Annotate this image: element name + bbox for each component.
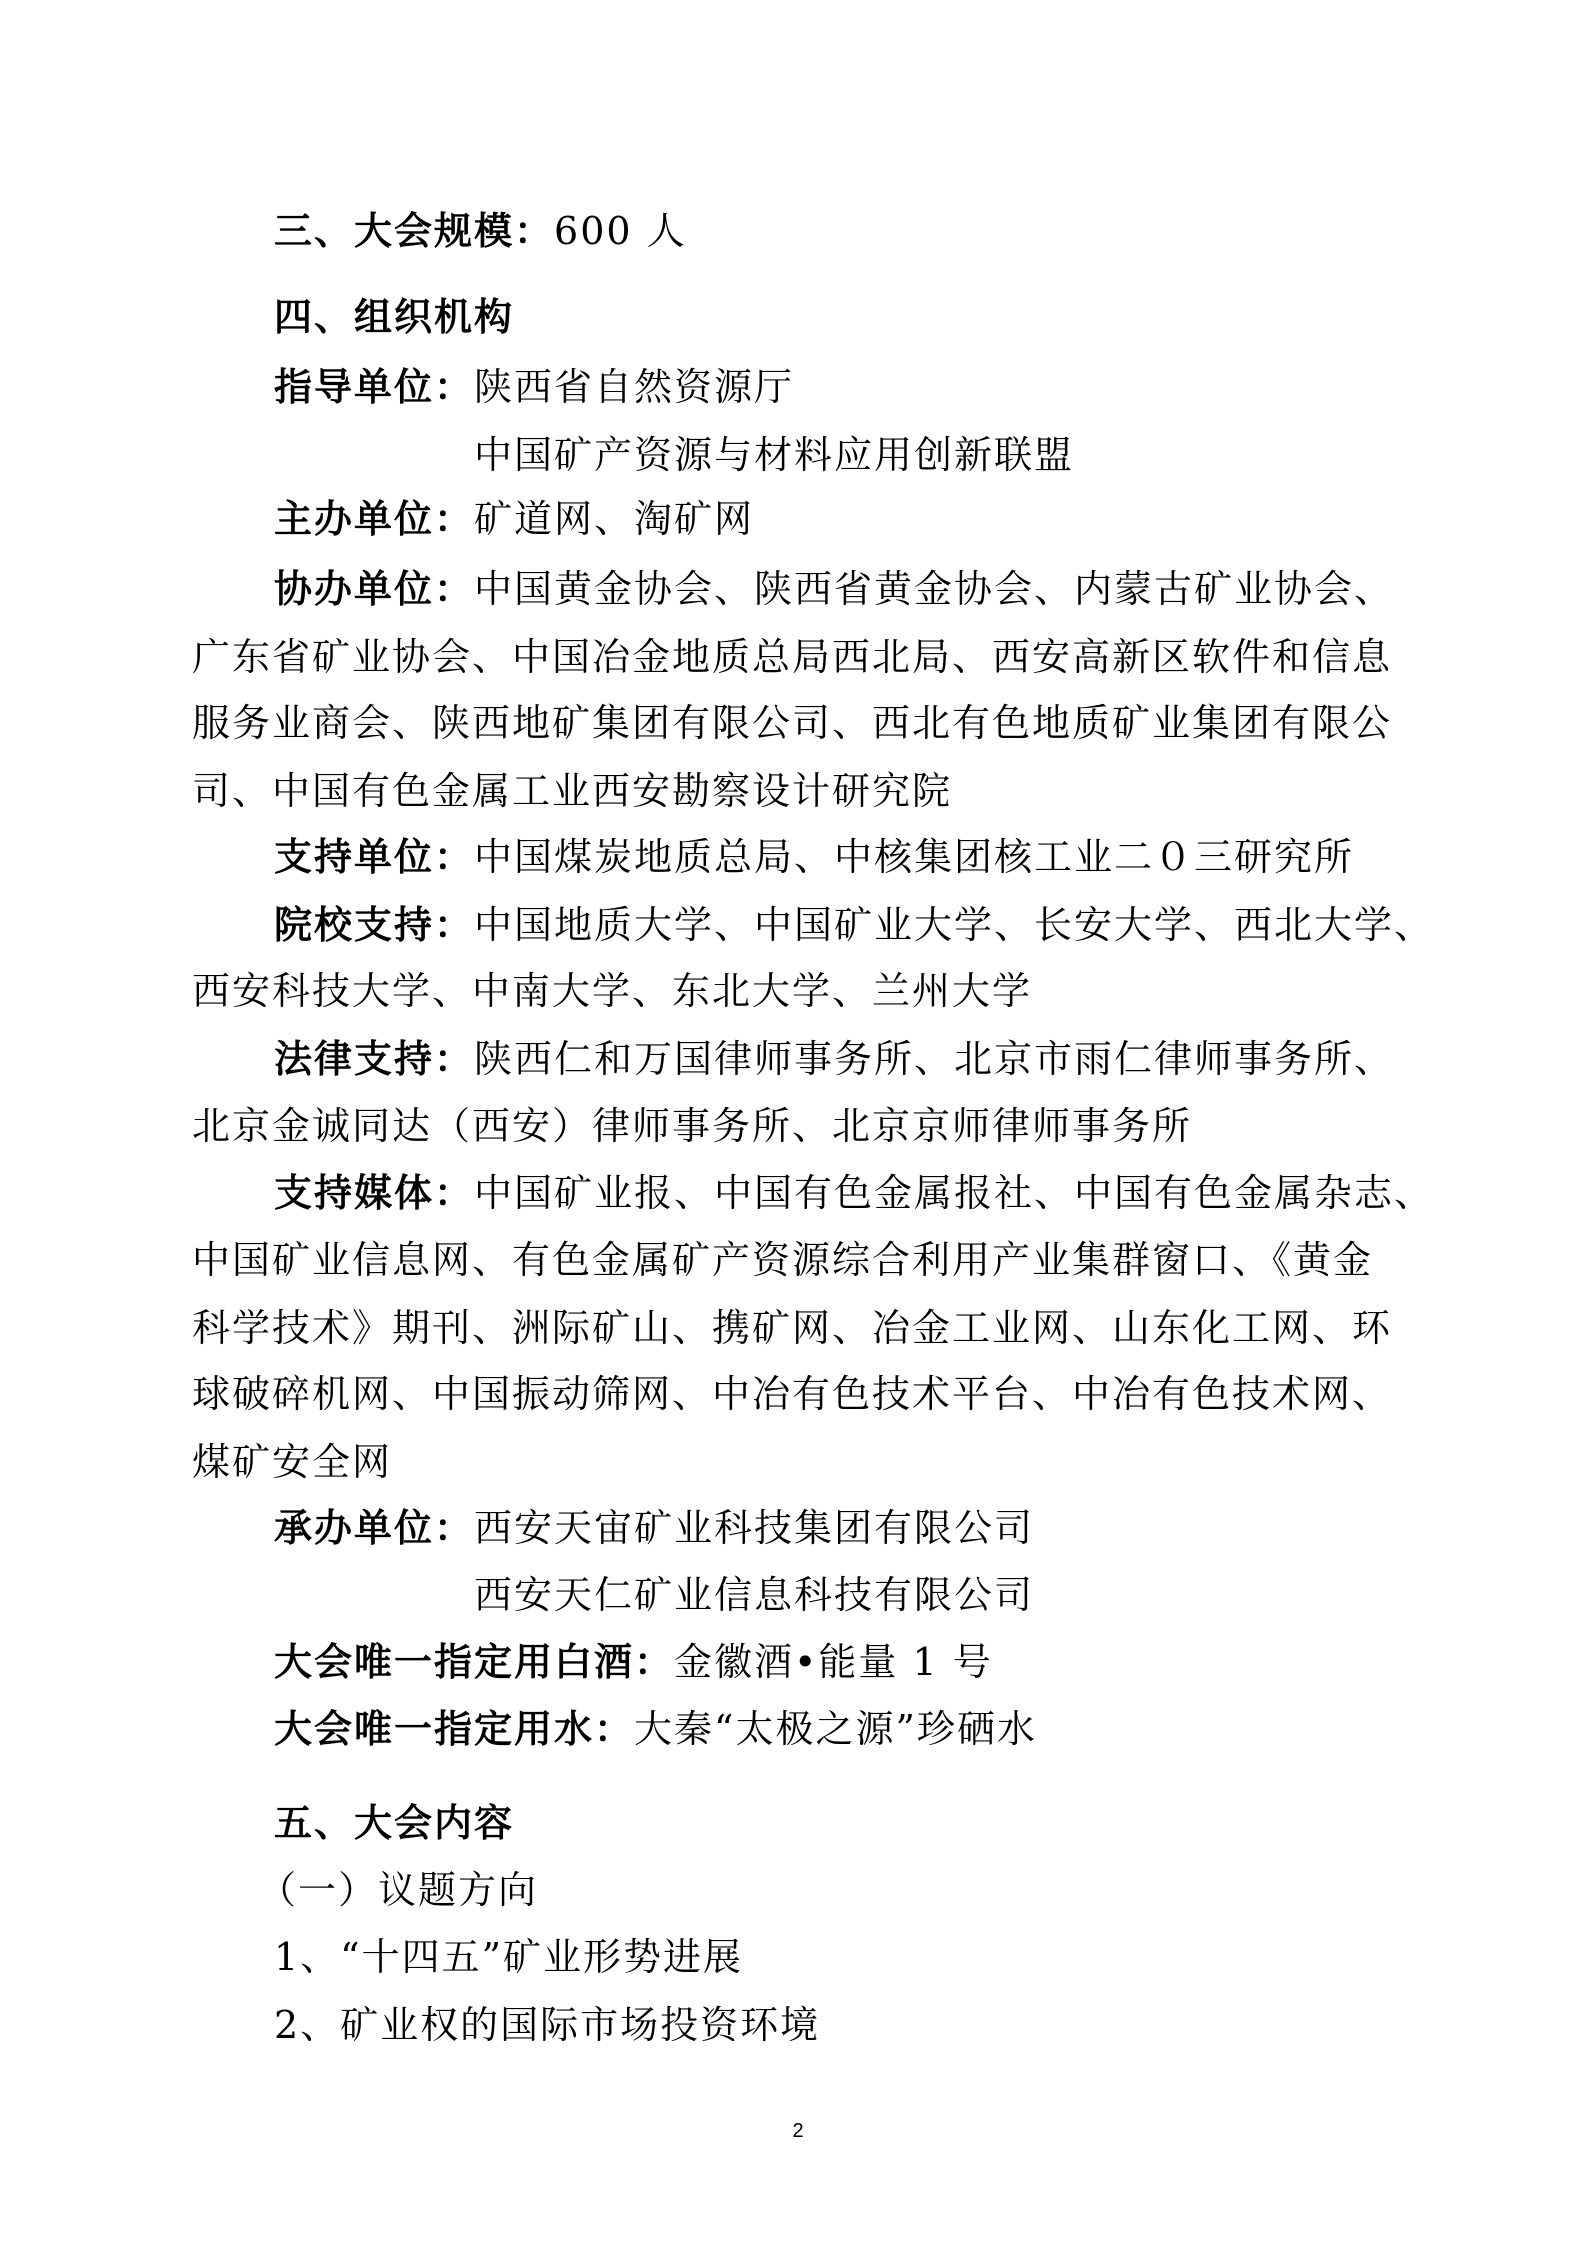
undertaker-value: 西安天宙矿业科技集团有限公司 <box>474 1506 1035 1550</box>
topic-subheading: （一）议题方向 <box>258 1868 539 1912</box>
media-support-label: 支持媒体： <box>274 1170 475 1215</box>
media-support-value: 煤矿安全网 <box>192 1440 393 1484</box>
support-unit-value: 中国煤炭地质总局、中核集团核工业二０三研究所 <box>474 835 1355 879</box>
official-water-line <box>274 1699 1037 1759</box>
scale-value: 600 人 <box>554 209 687 253</box>
media-support-value: 球破碎机网、中国振动筛网、中冶有色技术平台、中冶有色技术网、 <box>192 1372 1393 1416</box>
co-organizer-value: 司、中国有色金属工业西安勘察设计研究院 <box>192 769 953 813</box>
academic-support-label: 院校支持： <box>274 902 475 947</box>
scale-line <box>274 201 687 261</box>
legal-support-label: 法律支持： <box>274 1036 475 1081</box>
topic-item: 2、矿业权的国际市场投资环境 <box>274 2003 821 2047</box>
official-liquor-line <box>274 1632 993 1692</box>
guiding-unit-value: 中国矿产资源与材料应用创新联盟 <box>474 433 1075 477</box>
co-organizer-label: 协办单位： <box>274 566 475 611</box>
content-heading: 五、大会内容 <box>274 1800 515 1845</box>
official-water-value: 大秦“太极之源”珍硒水 <box>634 1707 1037 1751</box>
media-support-value: 中国矿业报、中国有色金属报社、中国有色金属杂志、 <box>474 1171 1435 1215</box>
co-organizer-value: 服务业商会、陕西地矿集团有限公司、西北有色地质矿业集团有限公 <box>192 701 1393 745</box>
undertaker-line <box>274 1498 1034 1558</box>
topic-item: 1、“十四五”矿业形势进展 <box>274 1935 744 1979</box>
organization-heading: 四、组织机构 <box>274 294 515 339</box>
co-organizer-line <box>274 559 1394 619</box>
official-liquor-label: 大会唯一指定用白酒： <box>274 1639 675 1684</box>
host-unit-value: 矿道网、淘矿网 <box>474 497 755 541</box>
guiding-unit-label: 指导单位： <box>274 364 475 409</box>
guiding-unit-line <box>274 357 794 417</box>
media-support-line <box>274 1163 1434 1223</box>
official-liquor-value: 金徽酒•能量 1 号 <box>674 1640 993 1684</box>
co-organizer-value: 中国黄金协会、陕西省黄金协会、内蒙古矿业协会、 <box>474 567 1395 611</box>
academic-support-value: 西安科技大学、中南大学、东北大学、兰州大学 <box>192 969 1033 1013</box>
academic-support-value: 中国地质大学、中国矿业大学、长安大学、西北大学、 <box>474 903 1435 947</box>
legal-support-value: 陕西仁和万国律师事务所、北京市雨仁律师事务所、 <box>474 1037 1395 1081</box>
official-water-label: 大会唯一指定用水： <box>274 1706 635 1751</box>
host-unit-line <box>274 489 754 549</box>
guiding-unit-value: 陕西省自然资源厅 <box>474 365 795 409</box>
host-unit-label: 主办单位： <box>274 496 475 541</box>
legal-support-value: 北京金诚同达（西安）律师事务所、北京京师律师事务所 <box>192 1104 1193 1148</box>
undertaker-value: 西安天仁矿业信息科技有限公司 <box>474 1573 1035 1617</box>
media-support-value: 科学技术》期刊、洲际矿山、携矿网、冶金工业网、山东化工网、环 <box>192 1306 1393 1350</box>
legal-support-line <box>274 1029 1394 1089</box>
page-number: 2 <box>792 2120 804 2142</box>
academic-support-line <box>274 895 1434 955</box>
undertaker-label: 承办单位： <box>274 1505 475 1550</box>
media-support-value: 中国矿业信息网、有色金属矿产资源综合利用产业集群窗口、《黄金 <box>192 1238 1374 1282</box>
support-unit-line <box>274 827 1354 887</box>
scale-heading: 三、大会规模： <box>274 208 555 253</box>
co-organizer-value: 广东省矿业协会、中国冶金地质总局西北局、西安高新区软件和信息 <box>192 635 1393 679</box>
support-unit-label: 支持单位： <box>274 834 475 879</box>
